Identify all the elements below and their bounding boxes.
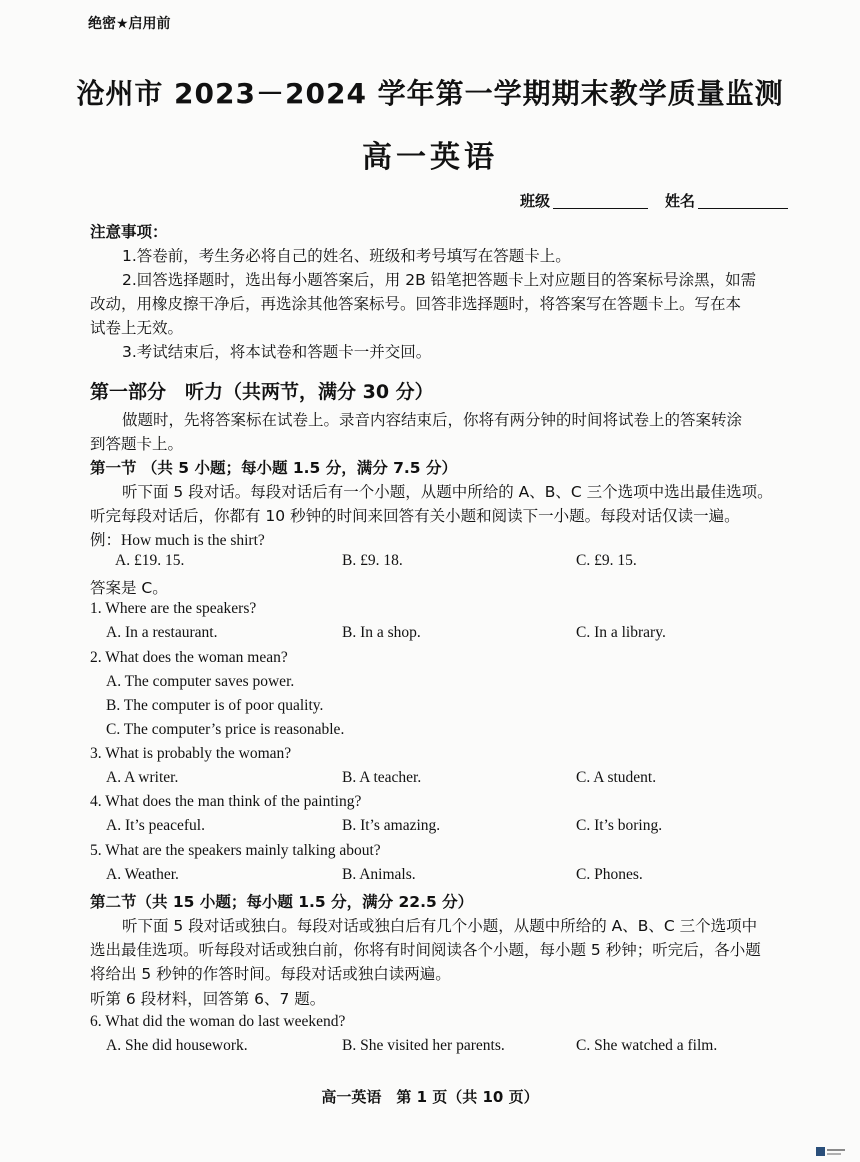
page-footer: 高一英语 第 1 页（共 10 页） (321, 1088, 539, 1106)
part-1-heading: 第一部分 听力（共两节，满分 30 分） (90, 381, 434, 403)
question-5-option-a: A. Weather. (106, 866, 179, 883)
question-1-option-b: B. In a shop. (342, 624, 421, 641)
question-4-option-b: B. It’s amazing. (342, 817, 441, 834)
example-option-c: C. £9. 15. (576, 552, 637, 569)
question-2-option-b: B. The computer is of poor quality. (106, 697, 324, 714)
exam-title: 沧州市 2023－2024 学年第一学期期末教学质量监测 (76, 77, 784, 110)
name-field[interactable] (698, 190, 788, 209)
question-4: 4. What does the man think of the painting? (90, 793, 362, 810)
section-2-intro-line-3: 将给出 5 秒钟的作答时间。每段对话或独白读两遍。 (90, 965, 451, 983)
example-option-b: B. £9. 18. (342, 552, 403, 569)
notice-item-2-line-3: 试卷上无效。 (90, 319, 184, 337)
section-2-intro-line-2: 选出最佳选项。听每段对话或独白前，你将有时间阅读各个小题，每小题 5 秒钟；听完后，各小题 (90, 941, 761, 959)
confidential-label: 绝密★启用前 (88, 16, 171, 32)
scanner-watermark-icon (816, 1146, 846, 1158)
question-1-option-c: C. In a library. (576, 624, 666, 641)
question-2: 2. What does the woman mean? (90, 649, 288, 666)
example-question: 例：How much is the shirt? (90, 532, 265, 549)
question-6-option-a: A. She did housework. (106, 1037, 248, 1054)
question-3: 3. What is probably the woman? (90, 745, 292, 762)
part-1-intro-line-1: 做题时，先将答案标在试卷上。录音内容结束后，你将有两分钟的时间将试卷上的答案转涂 (122, 411, 743, 429)
question-6-option-c: C. She watched a film. (576, 1037, 718, 1054)
section-1-intro-line-1: 听下面 5 段对话。每段对话后有一个小题，从题中所给的 A、B、C 三个选项中选出最佳选项。 (122, 483, 773, 501)
question-3-option-c: C. A student. (576, 769, 657, 786)
example-answer: 答案是 C。 (90, 579, 168, 597)
question-5-option-b: B. Animals. (342, 866, 416, 883)
question-1-option-a: A. In a restaurant. (106, 624, 218, 641)
section-1-intro-line-2: 听完每段对话后，你都有 10 秒钟的时间来回答有关小题和阅读下一小题。每段对话仅读一遍。 (90, 507, 740, 525)
notice-item-2-line-2: 改动，用橡皮擦干净后，再选涂其他答案标号。回答非选择题时，将答案写在答题卡上。写在本 (90, 295, 742, 313)
name-label: 姓名 (665, 192, 696, 210)
question-3-option-a: A. A writer. (106, 769, 179, 786)
question-5: 5. What are the speakers mainly talking about? (90, 842, 381, 859)
example-option-a: A. £19. 15. (115, 552, 185, 569)
section-2-intro-line-1: 听下面 5 段对话或独白。每段对话或独白后有几个小题，从题中所给的 A、B、C 三个选项中 (122, 917, 758, 935)
notice-item-1: 1.答卷前，考生务必将自己的姓名、班级和考号填写在答题卡上。 (122, 247, 571, 265)
question-6: 6. What did the woman do last weekend? (90, 1013, 346, 1030)
question-6-option-b: B. She visited her parents. (342, 1037, 505, 1054)
section-1-heading: 第一节 （共 5 小题；每小题 1.5 分，满分 7.5 分） (90, 459, 457, 477)
exam-subject: 高一英语 (362, 140, 498, 175)
class-label: 班级 (520, 192, 551, 210)
part-1-intro-line-2: 到答题卡上。 (90, 435, 184, 453)
question-1: 1. Where are the speakers? (90, 600, 257, 617)
question-5-option-c: C. Phones. (576, 866, 643, 883)
section-2-heading: 第二节（共 15 小题；每小题 1.5 分，满分 22.5 分） (90, 893, 474, 911)
question-4-option-c: C. It’s boring. (576, 817, 663, 834)
question-2-option-c: C. The computer’s price is reasonable. (106, 721, 345, 738)
class-field[interactable] (553, 190, 648, 209)
question-3-option-b: B. A teacher. (342, 769, 422, 786)
notice-item-3: 3.考试结束后，将本试卷和答题卡一并交回。 (122, 343, 432, 361)
notice-item-2-line-1: 2.回答选择题时，选出每小题答案后，用 2B 铅笔把答题卡上对应题目的答案标号涂黑，如需 (122, 271, 757, 289)
question-4-option-a: A. It’s peaceful. (106, 817, 205, 834)
question-2-option-a: A. The computer saves power. (106, 673, 295, 690)
material-6-instruction: 听第 6 段材料，回答第 6、7 题。 (90, 990, 326, 1008)
notice-heading: 注意事项： (90, 223, 168, 241)
